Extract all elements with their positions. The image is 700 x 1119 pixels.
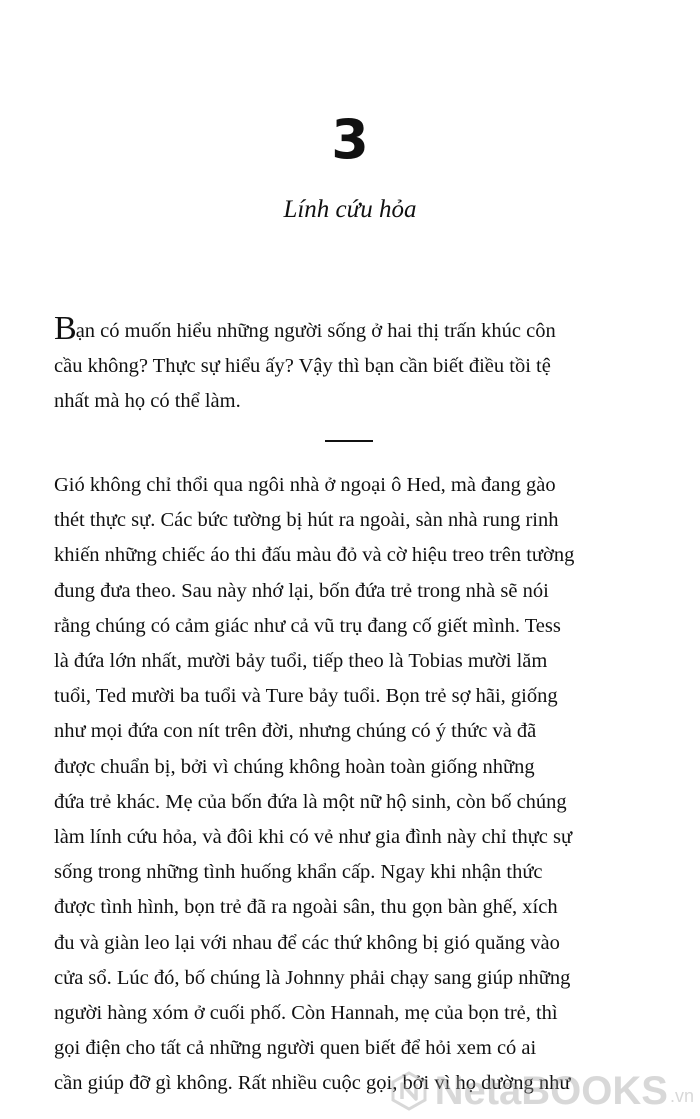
intro-line-text: ạn có muốn hiểu những người sống ở hai thị trấn khúc côn: [75, 320, 556, 342]
intro-line: cầu không? Thực sự hiểu ấy? Vậy thì bạn cần biết điều tồi tệ: [54, 355, 551, 377]
intro-line: nhất mà họ có thể làm.: [54, 390, 241, 412]
body-line: khiến những chiếc áo thi đấu màu đỏ và cờ hiệu treo trên tường: [54, 544, 575, 567]
body-line: đung đưa theo. Sau này nhớ lại, bốn đứa trẻ trong nhà sẽ nói: [54, 579, 549, 602]
body-line: sống trong những tình huống khẩn cấp. Ngay khi nhận thức: [54, 861, 543, 884]
body-line: làm lính cứu hỏa, và đôi khi có vẻ như gia đình này chỉ thực sự: [54, 826, 573, 849]
chapter-number: 3: [331, 108, 369, 171]
body-line: được chuẩn bị, bởi vì chúng không hoàn toàn giống những: [54, 755, 535, 778]
watermark-suffix: .vn: [669, 1086, 694, 1106]
chapter-title: Lính cứu hỏa: [283, 196, 417, 223]
body-paragraph: [54, 468, 654, 1102]
body-line: rằng chúng có cảm giác như cả vũ trụ đang cố giết mình. Tess: [54, 614, 561, 637]
watermark-text: NetaBOOKS: [434, 1069, 668, 1113]
intro-paragraph: [54, 310, 654, 419]
body-line: đứa trẻ khác. Mẹ của bốn đứa là một nữ hộ sinh, còn bố chúng: [54, 790, 567, 813]
body-line: cửa sổ. Lúc đó, bố chúng là Johnny phải chạy sang giúp những: [54, 966, 571, 989]
body-line: thét thực sự. Các bức tường bị hút ra ngoài, sàn nhà rung rinh: [54, 509, 559, 532]
body-line: tuổi, Ted mười ba tuổi và Ture bảy tuổi. Bọn trẻ sợ hãi, giống: [54, 685, 558, 708]
body-line: được tình hình, bọn trẻ đã ra ngoài sân, thu gọn bàn ghế, xích: [54, 896, 558, 919]
body-line: như mọi đứa con nít trên đời, nhưng chúng có ý thức và đã: [54, 720, 537, 743]
body-line: Gió không chỉ thổi qua ngôi nhà ở ngoại ô Hed, mà đang gào: [54, 474, 556, 496]
watermark: [389, 1069, 694, 1113]
body-line: là đứa lớn nhất, mười bảy tuổi, tiếp theo là Tobias mười lăm: [54, 650, 548, 673]
section-divider: [325, 440, 373, 442]
drop-cap: B: [54, 310, 77, 347]
body-line: đu và giàn leo lại với nhau để các thứ không bị gió quăng vào: [54, 931, 560, 954]
body-line: gọi điện cho tất cả những người quen biết để hỏi xem có ai: [54, 1037, 537, 1060]
netabooks-logo-icon: [389, 1071, 429, 1111]
body-line: người hàng xóm ở cuối phố. Còn Hannah, mẹ của bọn trẻ, thì: [54, 1002, 558, 1025]
intro-line: [54, 310, 654, 349]
body-line: cần giúp đỡ gì không. Rất nhiều cuộc gọi, bởi vì họ dường như: [54, 1072, 571, 1095]
